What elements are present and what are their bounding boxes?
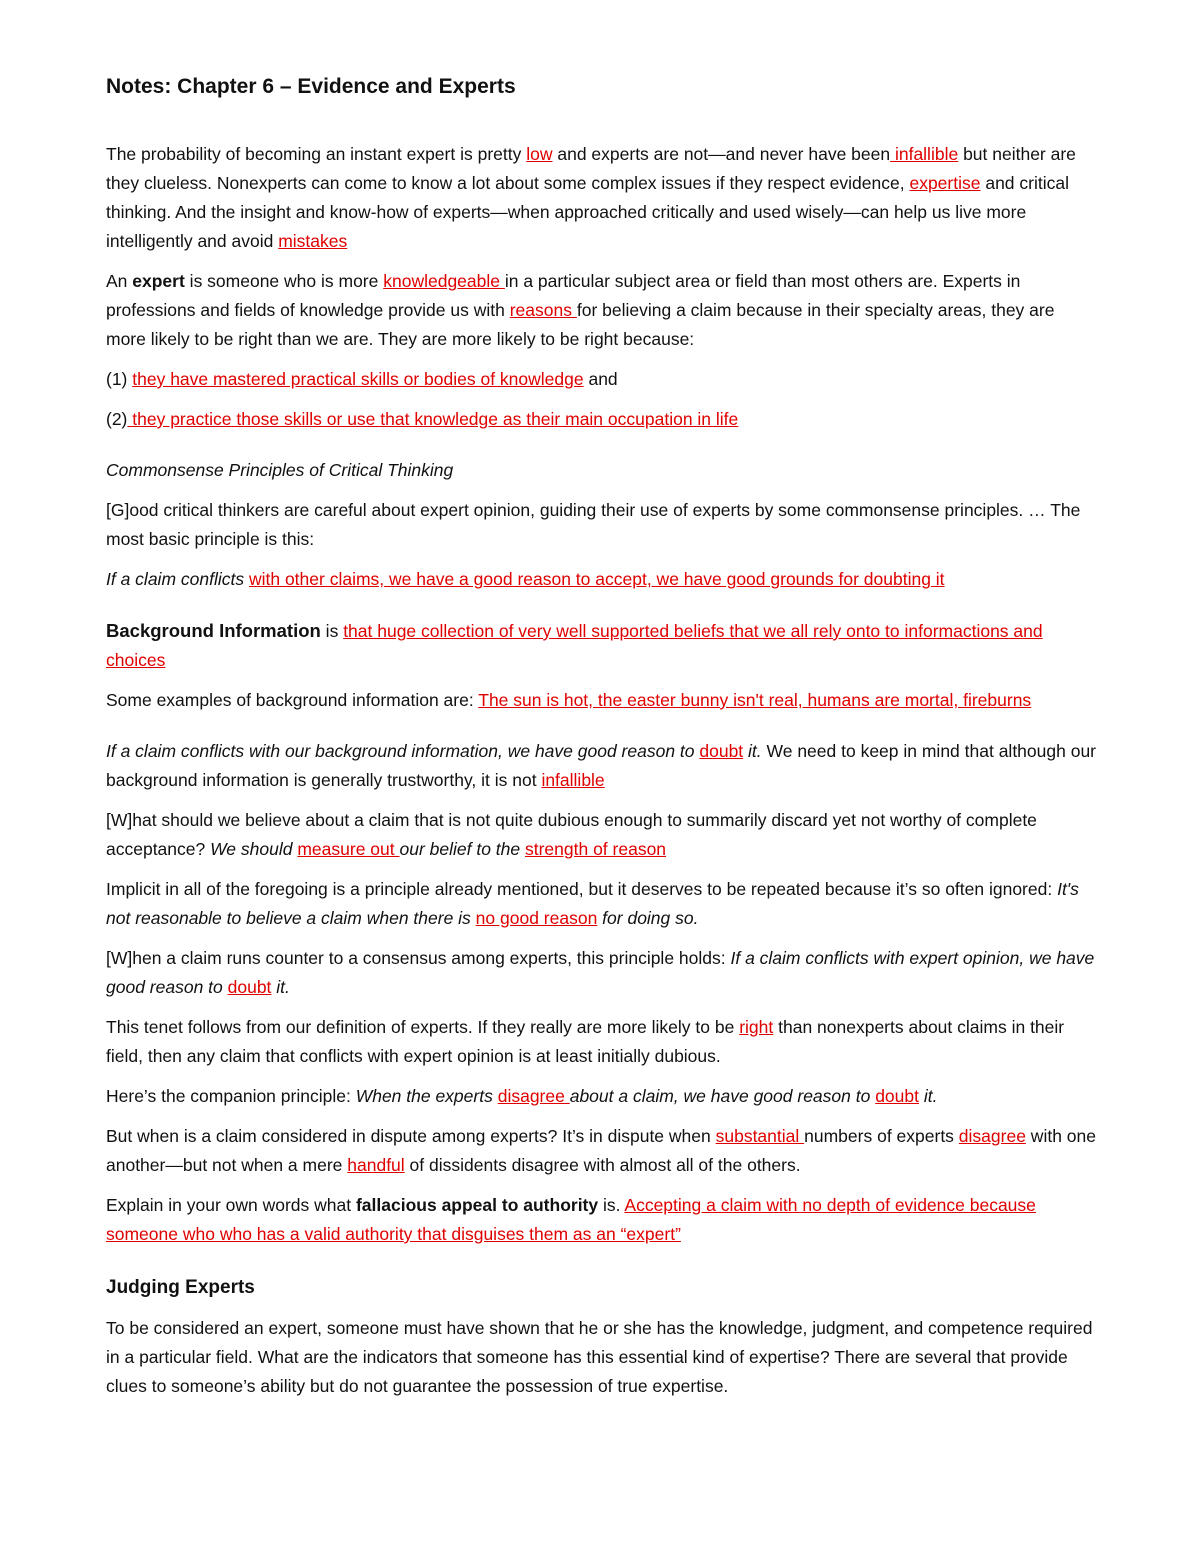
answer-blank: they have mastered practical skills or bodies of knowledge — [132, 369, 584, 389]
paragraph-intro: The probability of becoming an instant expert is pretty low and experts are not—and never have been infallible but neither are they clueless. Nonexperts can come to know a lot about some complex issues if they respect evidence, expertise and critical thinking. And the insight and know-how of experts—when approached critically and used wisely—can help us live more intelligently and avoid mistakes — [106, 144, 1076, 251]
paragraph-fallacious-appeal: Explain in your own words what fallacious appeal to authority is. Accepting a claim with no depth of evidence because someone who who has a valid authority that disguises them as an “expert” — [106, 1195, 1036, 1244]
answer-blank: that huge collection of very well supported beliefs that we all rely onto to informactions and choices — [106, 621, 1043, 670]
answer-blank: strength of reason — [524, 839, 667, 859]
paragraph-expert-definition: An expert is someone who is more knowledgeable in a particular subject area or field than most others are. Experts in professions and fields of knowledge provide us with reasons for believing a claim because in their specialty areas, they are more likely to be right than we are. They are more likely to be right because: — [106, 271, 1055, 349]
paragraph-basic-principle: If a claim conflicts with other claims, we have a good reason to accept, we have good grounds for doubting it — [106, 569, 945, 589]
answer-blank: mistakes — [278, 231, 348, 251]
answer-blank: doubt — [699, 741, 744, 761]
answer-blank: Accepting a claim with no depth of evidence because someone who who has a valid authority that disguises them as an “expert” — [106, 1195, 1036, 1244]
answer-blank: expertise — [909, 173, 981, 193]
answer-blank: low — [526, 144, 553, 164]
paragraph-judging-experts: To be considered an expert, someone must have shown that he or she has the knowledge, judgment, and competence required in a particular field. What are the indicators that someone has this essential kind of expertise? There are several that provide clues to someone’s ability but do not guarantee the possession of true expertise. — [106, 1318, 1093, 1396]
answer-blank: right — [739, 1017, 774, 1037]
paragraph-partial-belief: [W]hat should we believe about a claim that is not quite dubious enough to summarily discard yet not worthy of complete acceptance? We should measure out our belief to the strength of reason — [106, 810, 1037, 859]
answer-blank: disagree — [497, 1086, 570, 1106]
commonsense-heading: Commonsense Principles of Critical Thinking — [106, 460, 454, 480]
paragraph-critical-thinkers: [G]ood critical thinkers are careful about expert opinion, guiding their use of experts by some commonsense principles. … The most basic principle is this: — [106, 500, 1081, 549]
page-title: Notes: Chapter 6 – Evidence and Experts — [106, 75, 516, 98]
document-page — [106, 72, 1096, 1412]
list-item-2: (2) they practice those skills or use that knowledge as their main occupation in life — [106, 409, 739, 429]
paragraph-tenet: This tenet follows from our definition of experts. If they really are more likely to be right than nonexperts about claims in their field, then any claim that conflicts with expert opinion is at least initially dubious. — [106, 1017, 1065, 1066]
answer-blank: they practice those skills or use that knowledge as their main occupation in life — [127, 409, 739, 429]
answer-blank: handful — [347, 1155, 405, 1175]
answer-blank: measure out — [297, 839, 400, 859]
answer-blank: doubt — [875, 1086, 919, 1106]
answer-blank: with other claims, we have a good reason to accept, we have good grounds for doubting it — [248, 569, 945, 589]
paragraph-companion-principle: Here’s the companion principle: When the experts disagree about a claim, we have good reason to doubt it. — [106, 1086, 938, 1106]
answer-blank: reasons — [509, 300, 577, 320]
answer-blank: doubt — [227, 977, 272, 997]
judging-experts-heading: Judging Experts — [106, 1277, 255, 1298]
paragraph-background-examples: Some examples of background information are: The sun is hot, the easter bunny isn't real, humans are mortal, fireburns — [106, 690, 1032, 710]
term-fallacious-appeal: fallacious appeal to authority — [355, 1195, 599, 1215]
background-information-heading: Background Information — [106, 620, 321, 641]
answer-blank: substantial — [715, 1126, 805, 1146]
answer-blank: knowledgeable — [383, 271, 505, 291]
paragraph-background-conflict: If a claim conflicts with our background information, we have good reason to doubt it. We need to keep in mind that although our background information is generally trustworthy, it is not infallible — [106, 741, 1097, 790]
answer-blank: disagree — [958, 1126, 1026, 1146]
answer-blank: infallible — [541, 770, 605, 790]
answer-blank: no good reason — [475, 908, 598, 928]
paragraph-expert-consensus: [W]hen a claim runs counter to a consensus among experts, this principle holds: If a claim conflicts with expert opinion, we have good reason to doubt it. — [106, 948, 1095, 997]
term-expert: expert — [132, 271, 185, 291]
answer-blank: The sun is hot, the easter bunny isn't real, humans are mortal, fireburns — [478, 690, 1032, 710]
paragraph-dispute: But when is a claim considered in dispute among experts? It’s in dispute when substantial numbers of experts disagree with one another—but not when a mere handful of dissidents disagree with almost all of the others. — [106, 1126, 1096, 1175]
paragraph-implicit-principle: Implicit in all of the foregoing is a principle already mentioned, but it deserves to be repeated because it’s so often ignored: It's not reasonable to believe a claim when there is no good reason for doing so. — [106, 879, 1079, 928]
answer-blank: infallible — [890, 144, 959, 164]
list-item-1: (1) they have mastered practical skills or bodies of knowledge and — [106, 369, 618, 389]
paragraph-background-information: Background Information is that huge collection of very well supported beliefs that we all rely onto to informactions and choices — [106, 620, 1043, 670]
